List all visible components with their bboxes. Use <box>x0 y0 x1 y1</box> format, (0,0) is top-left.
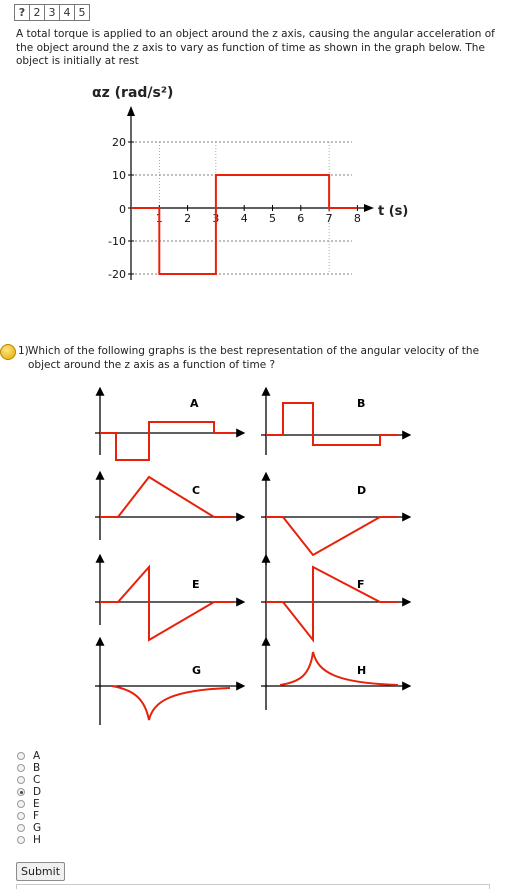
radio-e[interactable] <box>17 800 25 808</box>
radio-b[interactable] <box>17 764 25 772</box>
option-graph-c <box>95 472 244 540</box>
choice-c[interactable] <box>17 774 41 786</box>
question-status-icon <box>0 344 16 360</box>
x-tick-label: 6 <box>297 212 305 225</box>
choice-d[interactable] <box>17 786 41 798</box>
problem-statement: A total torque is applied to an object around the z axis, causing the angular acceleration of the object around the z axis to vary as function of time as shown in the graph below. The object is initially at rest <box>16 28 495 67</box>
radio-g[interactable] <box>17 824 25 832</box>
choice-label: F <box>33 810 40 822</box>
x-tick-label: 7 <box>325 212 333 225</box>
option-graph-b <box>261 388 410 455</box>
radio-a[interactable] <box>17 752 25 760</box>
tab-5[interactable]: 5 <box>74 4 90 21</box>
y-tick-label: -20 <box>108 268 126 281</box>
option-c-curve <box>100 477 234 517</box>
option-d-label: D <box>357 484 367 497</box>
tab-3[interactable]: 3 <box>44 4 60 21</box>
choice-label: A <box>33 750 41 762</box>
choice-label: G <box>33 822 42 834</box>
x-tick-label: 1 <box>155 212 163 225</box>
choice-f[interactable] <box>17 810 41 822</box>
option-graph-d <box>261 473 410 565</box>
choice-e[interactable] <box>17 798 41 810</box>
choice-g[interactable] <box>17 822 41 834</box>
x-tick-label: 2 <box>184 212 192 225</box>
choice-label: B <box>33 762 41 774</box>
option-g-curve <box>112 686 230 720</box>
option-h-curve <box>280 652 398 685</box>
y-tick-label: -10 <box>108 235 126 248</box>
option-graph-f <box>261 555 410 645</box>
option-h-label: H <box>357 664 367 677</box>
radio-d[interactable] <box>17 788 25 796</box>
x-tick-label: 3 <box>212 212 220 225</box>
radio-h[interactable] <box>17 836 25 844</box>
option-graph-h <box>261 638 410 710</box>
option-e-curve <box>100 567 234 640</box>
option-b-curve <box>266 403 398 445</box>
option-a-curve <box>100 422 234 460</box>
y-tick-label: 10 <box>112 169 126 182</box>
x-tick-label: 8 <box>353 212 361 225</box>
submit-button[interactable]: Submit <box>16 862 65 881</box>
option-f-curve <box>266 567 398 640</box>
divider <box>16 884 490 889</box>
x-tick-label: 5 <box>269 212 276 225</box>
tab-4[interactable]: 4 <box>59 4 75 21</box>
option-d-curve <box>266 517 398 555</box>
y-axis-arrow <box>127 106 135 116</box>
option-c-label: C <box>192 484 201 497</box>
option-b-label: B <box>357 397 366 410</box>
x-tick-label: 4 <box>240 212 248 225</box>
option-a-label: A <box>190 397 199 410</box>
question-1 <box>18 345 498 372</box>
tab-help[interactable]: ? <box>14 4 30 21</box>
y-tick-label: 0 <box>119 203 126 216</box>
option-graph-a <box>95 388 244 460</box>
option-graphs <box>0 380 514 760</box>
option-graph-e <box>95 555 244 640</box>
option-f-label: F <box>357 578 365 591</box>
choice-label: D <box>33 786 42 798</box>
choice-a[interactable] <box>17 750 41 762</box>
acceleration-graph <box>0 0 514 345</box>
graph-xlabel: t (s) <box>378 204 409 219</box>
radio-f[interactable] <box>17 812 25 820</box>
question-number: 1) <box>18 345 29 357</box>
choice-h[interactable] <box>17 834 41 846</box>
y-tick-labels <box>108 136 134 281</box>
option-g-label: G <box>192 664 202 677</box>
tab-2[interactable]: 2 <box>29 4 45 21</box>
y-tick-label: 20 <box>112 136 126 149</box>
option-graph-g <box>95 638 244 725</box>
answer-choices <box>17 750 41 846</box>
question-text: Which of the following graphs is the best representation of the angular velocity of the object around the z axis as a function of time ? <box>28 345 480 371</box>
choice-b[interactable] <box>17 762 41 774</box>
radio-c[interactable] <box>17 776 25 784</box>
choice-label: E <box>33 798 40 810</box>
choice-label: C <box>33 774 41 786</box>
graph-ylabel: αz (rad/s²) <box>92 85 174 101</box>
x-axis-arrow <box>364 204 374 212</box>
choice-label: H <box>33 834 41 846</box>
option-e-label: E <box>192 578 200 591</box>
